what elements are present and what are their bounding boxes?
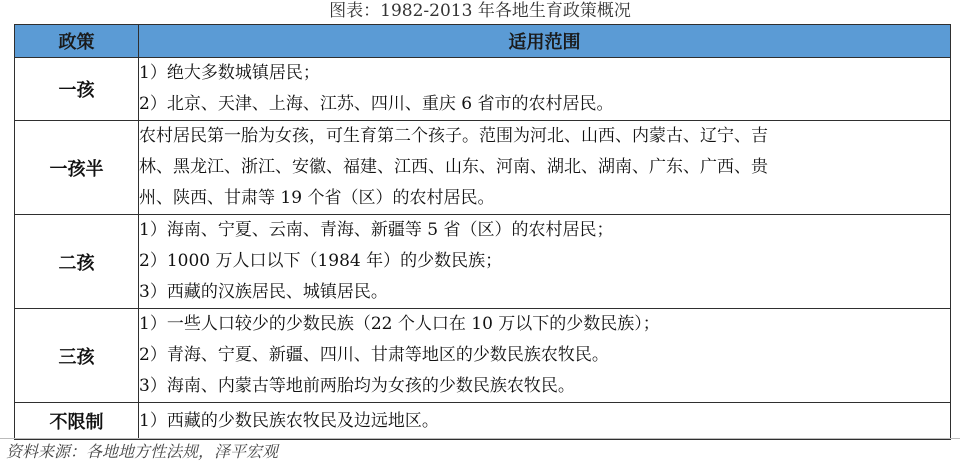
policy-name: 不限制 bbox=[15, 403, 139, 440]
scope-line: 1）绝大多数城镇居民； bbox=[139, 63, 320, 83]
scope-cell bbox=[139, 309, 951, 403]
scope-line: 2）1000 万人口以下（1984 年）的少数民族； bbox=[139, 251, 503, 271]
header-row bbox=[15, 25, 951, 58]
table-row bbox=[15, 403, 951, 440]
header-scope: 适用范围 bbox=[139, 25, 951, 58]
table-row bbox=[15, 58, 951, 121]
scope-line: 2）北京、天津、上海、江苏、四川、重庆 6 省市的农村居民。 bbox=[139, 94, 614, 114]
policy-name: 二孩 bbox=[15, 215, 139, 309]
table-caption: 图表：1982-2013 年各地生育政策概况 bbox=[329, 1, 631, 21]
scope-cell bbox=[139, 215, 951, 309]
scope-line: 1）西藏的少数民族农牧民及边远地区。 bbox=[139, 410, 439, 431]
scope-line: 3）海南、内蒙古等地前两胎均为女孩的少数民族农牧民。 bbox=[139, 376, 575, 396]
scope-cell bbox=[139, 121, 951, 215]
policy-name: 一孩 bbox=[15, 58, 139, 121]
source-note: 资料来源：各地地方性法规，泽平宏观 bbox=[6, 442, 279, 461]
header-policy: 政策 bbox=[15, 25, 139, 58]
table-row bbox=[15, 121, 951, 215]
policy-name: 一孩半 bbox=[15, 121, 139, 215]
scope-line: 州、陕西、甘肃等 19 个省（区）的农村居民。 bbox=[139, 188, 495, 208]
scope-cell bbox=[139, 58, 951, 121]
scope-line: 1）海南、宁夏、云南、青海、新疆等 5 省（区）的农村居民； bbox=[139, 220, 614, 240]
scope-line: 农村居民第一胎为女孩，可生育第二个孩子。范围为河北、山西、内蒙古、辽宁、吉 bbox=[139, 126, 768, 146]
policy-table bbox=[14, 24, 951, 440]
table-row bbox=[15, 215, 951, 309]
scope-line: 1）一些人口较少的少数民族（22 个人口在 10 万以下的少数民族）； bbox=[139, 314, 660, 334]
scope-cell bbox=[139, 403, 951, 440]
scope-line: 2）青海、宁夏、新疆、四川、甘肃等地区的少数民族农牧民。 bbox=[139, 345, 609, 365]
table-row bbox=[15, 309, 951, 403]
scope-line: 林、黑龙江、浙江、安徽、福建、江西、山东、河南、湖北、湖南、广东、广西、贵 bbox=[139, 157, 768, 177]
scope-line: 3）西藏的汉族居民、城镇居民。 bbox=[139, 282, 388, 302]
policy-name: 三孩 bbox=[15, 309, 139, 403]
footer-divider bbox=[0, 438, 960, 439]
